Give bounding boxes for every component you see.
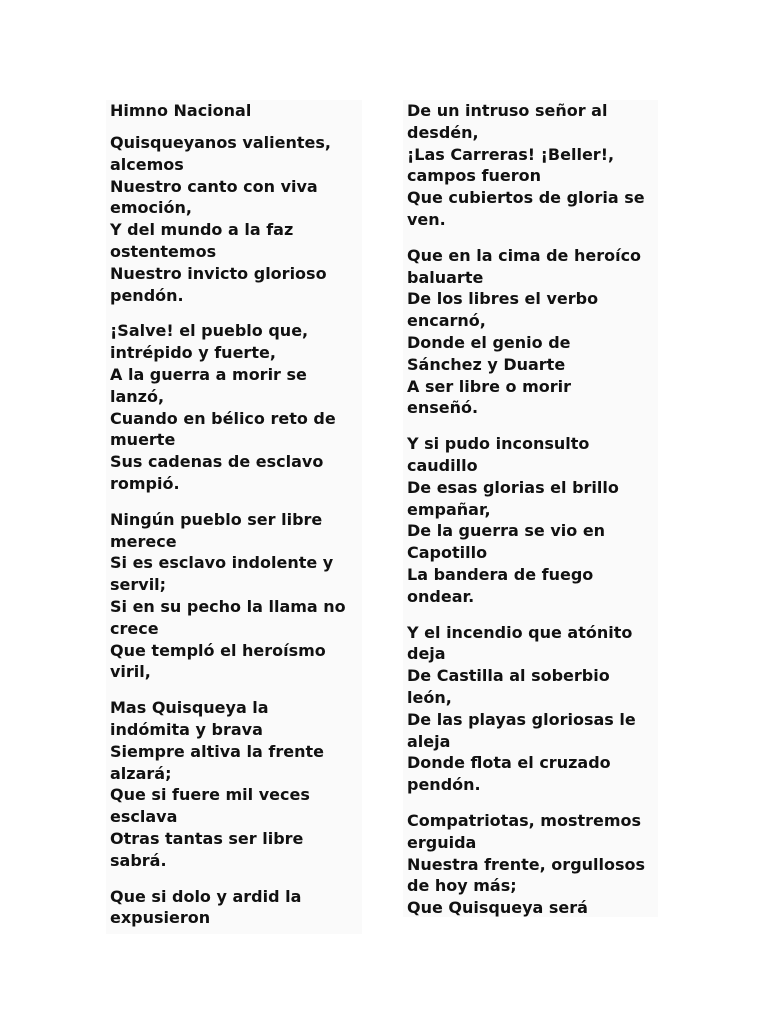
stanza	[407, 622, 654, 796]
verse-line: deja	[407, 644, 446, 664]
verse-line: Capotillo	[407, 543, 488, 563]
stanza	[407, 433, 654, 607]
verse-line: alcemos	[110, 154, 184, 174]
verse-line: Que en la cima de heroíco	[407, 245, 642, 265]
verse-line: pendón.	[110, 285, 184, 305]
verse-line: rompió.	[110, 473, 180, 493]
verse-line: Que templó el heroísmo	[110, 640, 326, 660]
right-stanzas	[407, 100, 654, 919]
verse-line: baluarte	[407, 267, 484, 287]
stanza	[407, 245, 654, 419]
verse-line: ¡Las Carreras! ¡Beller!,	[407, 144, 615, 164]
verse-line: De Castilla al soberbio	[407, 666, 610, 686]
verse-line: crece	[110, 618, 159, 638]
verse-line: Que si dolo y ardid la	[110, 886, 302, 906]
verse-line: Que Quisqueya será	[407, 898, 588, 918]
stanza	[110, 132, 358, 306]
verse-line: La bandera de fuego	[407, 564, 594, 584]
verse-line: De la guerra se vio en	[407, 521, 606, 541]
document-title: Himno Nacional	[110, 101, 252, 120]
verse-line: indómita y brava	[110, 719, 263, 739]
verse-line: Quisqueyanos valientes,	[110, 133, 331, 152]
verse-line: Mas Quisqueya la	[110, 698, 269, 718]
verse-line: esclava	[110, 807, 178, 827]
verse-line: Otras tantas ser libre	[110, 828, 304, 848]
verse-line: viril,	[110, 662, 151, 682]
verse-line: Cuando en bélico reto de	[110, 408, 336, 428]
verse-line: de hoy más;	[407, 876, 517, 896]
verse-line: Compatriotas, mostremos	[407, 810, 642, 830]
verse-line: Y si pudo inconsulto	[407, 434, 590, 454]
verse-line: servil;	[110, 575, 167, 595]
verse-line: erguida	[407, 832, 477, 852]
verse-line: Sus cadenas de esclavo	[110, 452, 324, 472]
verse-line: ondear.	[407, 586, 475, 606]
verse-line: aleja	[407, 731, 451, 751]
stanza	[407, 100, 654, 231]
verse-line: pendón.	[407, 775, 481, 795]
stanza	[110, 509, 358, 683]
verse-line: De un intruso señor al	[407, 101, 608, 120]
verse-line: caudillo	[407, 455, 478, 475]
verse-line: emoción,	[110, 198, 192, 218]
stanza	[407, 810, 654, 919]
verse-line: ven.	[407, 209, 446, 229]
verse-line: expusieron	[110, 908, 211, 928]
left-column	[106, 100, 362, 934]
verse-line: empañar,	[407, 499, 491, 519]
verse-line: campos fueron	[407, 166, 541, 186]
verse-line: Sánchez y Duarte	[407, 354, 566, 374]
verse-line: ostentemos	[110, 241, 217, 261]
verse-line: Siempre altiva la frente	[110, 741, 324, 761]
verse-line: Y el incendio que atónito	[407, 622, 633, 642]
verse-line: Donde el genio de	[407, 332, 571, 352]
verse-line: A la guerra a morir se	[110, 364, 307, 384]
verse-line: De las playas gloriosas le	[407, 709, 636, 729]
stanza	[110, 697, 358, 871]
verse-line: merece	[110, 531, 177, 551]
verse-line: león,	[407, 687, 452, 707]
verse-line: De los libres el verbo	[407, 289, 599, 309]
verse-line: ¡Salve! el pueblo que,	[110, 321, 309, 341]
verse-line: lanzó,	[110, 386, 165, 406]
right-column	[403, 100, 658, 917]
verse-line: A ser libre o morir	[407, 376, 572, 396]
verse-line: Si en su pecho la llama no	[110, 596, 346, 616]
verse-line: Que si fuere mil veces	[110, 785, 310, 805]
verse-line: Nuestra frente, orgullosos	[407, 854, 646, 874]
verse-line: encarnó,	[407, 311, 486, 331]
verse-line: Si es esclavo indolente y	[110, 553, 334, 573]
stanza	[110, 886, 358, 930]
verse-line: Nuestro canto con viva	[110, 176, 318, 196]
verse-line: alzará;	[110, 763, 172, 783]
verse-line: Donde flota el cruzado	[407, 753, 611, 773]
verse-line: enseñó.	[407, 398, 479, 418]
verse-line: Ningún pueblo ser libre	[110, 509, 323, 529]
verse-line: De esas glorias el brillo	[407, 477, 619, 497]
stanza	[110, 320, 358, 494]
verse-line: sabrá.	[110, 850, 167, 870]
verse-line: intrépido y fuerte,	[110, 343, 276, 363]
verse-line: Nuestro invicto glorioso	[110, 263, 327, 283]
verse-line: Y del mundo a la faz	[110, 220, 294, 240]
left-stanzas	[110, 132, 358, 929]
verse-line: desdén,	[407, 122, 479, 142]
verse-line: Que cubiertos de gloria se	[407, 188, 645, 208]
verse-line: muerte	[110, 430, 176, 450]
